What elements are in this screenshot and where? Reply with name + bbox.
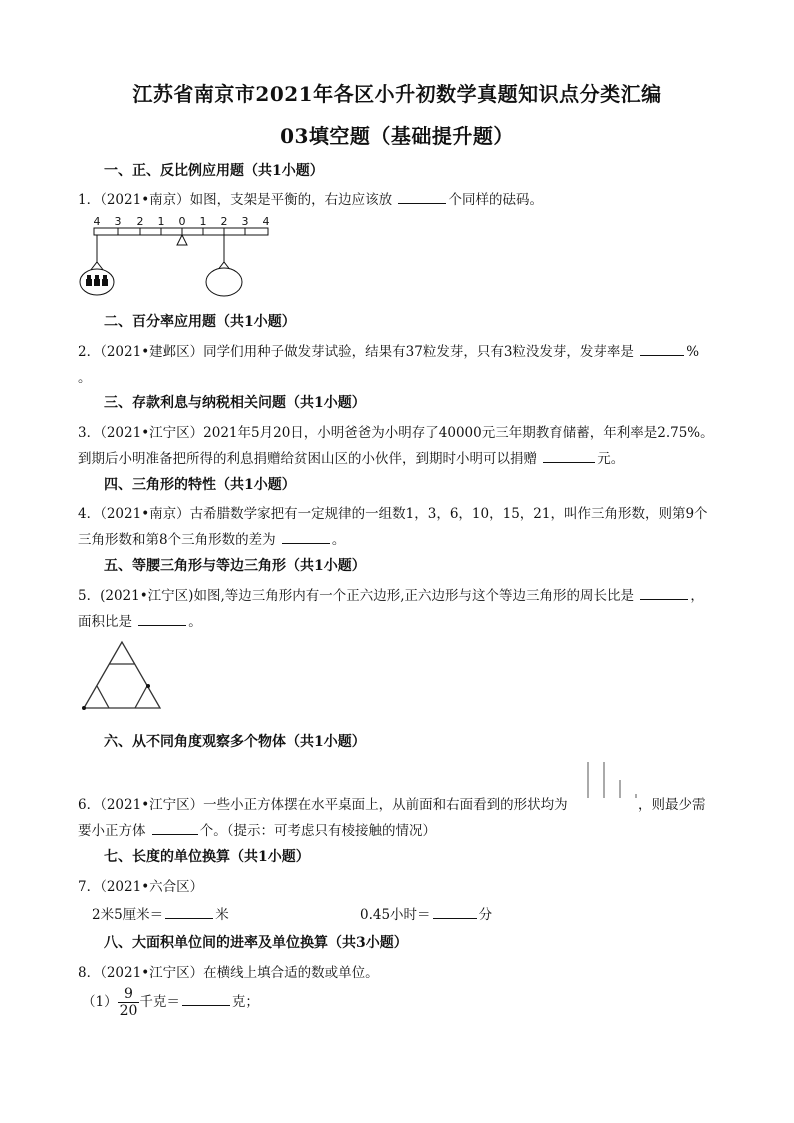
q4-answer-blank[interactable] <box>282 529 330 544</box>
fulcrum-triangle <box>177 235 187 245</box>
q3-line1: 3．（2021•江宁区）2021年5月20日，小明爸爸为小明存了40000元三年期教育储蓄，年利率是2.75%。 <box>78 425 714 441</box>
q8-unit2: 克； <box>231 994 259 1010</box>
question-1 <box>78 188 543 208</box>
q7-line1: 7．（2021•六合区） <box>78 879 204 895</box>
q6-answer-blank[interactable] <box>152 820 198 835</box>
q8-answer-blank[interactable] <box>182 991 230 1006</box>
q1-answer-blank[interactable] <box>398 189 446 204</box>
scale-label: 2 <box>220 215 228 228</box>
q7-a-text: 2米5厘米＝ <box>92 907 164 923</box>
q6-text2: 要小正方体 <box>78 823 146 839</box>
scale-label: 2 <box>136 215 144 228</box>
q5-text: 5．(2021•江宁区)如图,等边三角形内有一个正六边形,正六边形与这个等边三角形的周长比是 <box>78 588 635 604</box>
q4-text-end: 。 <box>331 532 346 548</box>
section-heading-2: 二、百分率应用题（共1小题） <box>104 314 296 330</box>
section-heading-8: 八、大面积单位间的进率及单位换算（共3小题） <box>104 935 408 951</box>
question-5 <box>78 584 704 604</box>
weights-icon <box>86 275 108 286</box>
q5-text-end: 。 <box>188 614 202 630</box>
scale-label: 1 <box>157 215 165 228</box>
q8-item-1 <box>82 986 259 1019</box>
q7-b-unit: 分 <box>478 907 493 923</box>
q4-text: 三角形数和第8个三角形数的差为 <box>78 532 276 548</box>
q2-text-end: 。 <box>78 370 92 386</box>
scale-label: 4 <box>93 215 101 228</box>
fraction-numerator: 9 <box>118 986 140 1003</box>
scale-label: 0 <box>178 215 186 228</box>
q7-a-blank[interactable] <box>165 904 213 919</box>
section-heading-1: 一、正、反比例应用题（共1小题） <box>104 163 324 179</box>
scale-label: 3 <box>241 215 249 228</box>
q1-text: 1．（2021•南京）如图，支架是平衡的，右边应该放 <box>78 192 393 208</box>
q1-text-end: 个同样的砝码。 <box>448 192 543 208</box>
page-subtitle: 03填空题（基础提升题） <box>280 124 514 148</box>
q6-text: 6．（2021•江宁区）一些小正方体摆在水平桌面上，从前面和右面看到的形状均为 <box>78 797 568 813</box>
q6-text-mid: ，则最少需 <box>637 797 706 813</box>
section-heading-4: 四、三角形的特性（共1小题） <box>104 477 296 493</box>
q2-answer-blank[interactable] <box>640 341 684 356</box>
question-3 <box>78 447 624 467</box>
q7-item-b <box>360 903 492 923</box>
q8-line1: 8．（2021•江宁区）在横线上填合适的数或单位。 <box>78 965 379 981</box>
fraction <box>118 986 140 1019</box>
q3-text-end: 元。 <box>597 451 625 467</box>
scale-label: 4 <box>262 215 270 228</box>
question-2 <box>78 340 699 360</box>
q7-b-blank[interactable] <box>433 904 477 919</box>
q5-perimeter-blank[interactable] <box>640 585 688 600</box>
q7-a-unit: 米 <box>215 907 229 923</box>
q7-item-a <box>92 903 229 923</box>
question-6 <box>78 793 705 813</box>
lever-beam <box>94 228 268 235</box>
q6-text-end: 个。（提示：可考虑只有棱接触的情况） <box>199 823 437 839</box>
page-title: 江苏省南京市2021年各区小升初数学真题知识点分类汇编 <box>132 82 662 106</box>
q5-text2: 面积比是 <box>78 614 132 630</box>
q2-unit: % <box>686 344 700 360</box>
scale-label: 1 <box>199 215 207 228</box>
q8-unit1: 千克＝ <box>139 994 180 1010</box>
q5-area-blank[interactable] <box>138 611 186 626</box>
triangle-hexagon-figure <box>80 636 166 714</box>
q3-text: 到期后小明准备把所得的利息捐赠给贫困山区的小伙伴，到期时小明可以捐赠 <box>78 451 537 467</box>
right-pan <box>206 268 242 296</box>
section-heading-5: 五、等腰三角形与等边三角形（共1小题） <box>104 558 366 574</box>
q5-comma: ， <box>690 588 704 604</box>
q3-answer-blank[interactable] <box>543 448 595 463</box>
fraction-denominator: 20 <box>119 1003 138 1019</box>
scale-label: 3 <box>114 215 122 228</box>
q2-text: 2．（2021•建邺区）同学们用种子做发芽试验，结果有37粒发芽，只有3粒没发芽，发芽率是 <box>78 344 634 360</box>
balance-scale-figure <box>78 214 278 300</box>
question-4 <box>78 528 345 548</box>
section-heading-3: 三、存款利息与纳税相关问题（共1小题） <box>104 395 366 411</box>
q8-item-number: （1） <box>82 994 118 1010</box>
q7-b-text: 0.45小时＝ <box>360 907 431 923</box>
question-5-line2 <box>78 610 202 630</box>
section-heading-6: 六、从不同角度观察多个物体（共1小题） <box>104 734 366 750</box>
section-heading-7: 七、长度的单位换算（共1小题） <box>104 849 310 865</box>
q4-line1: 4．（2021•南京）古希腊数学家把有一定规律的一组数1，3，6，10，15，21，叫作三角形数，则第9个 <box>78 506 708 522</box>
question-6-line2 <box>78 819 436 839</box>
